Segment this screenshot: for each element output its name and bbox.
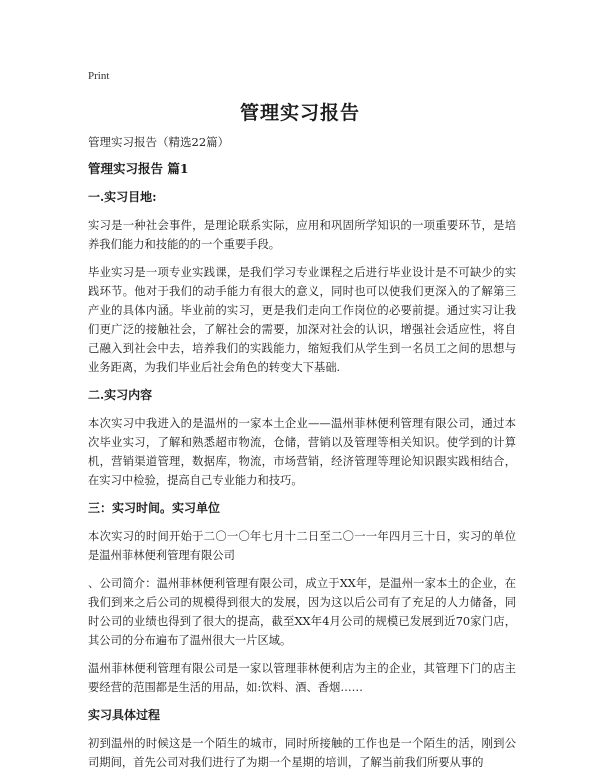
- article-title: 管理实习报告 篇1: [88, 161, 189, 176]
- document-body: [88, 160, 516, 781]
- document-subtitle: 管理实习报告（精选22篇）: [88, 135, 230, 149]
- paragraph: 温州菲林便利管理有限公司是一家以管理菲林便利店为主的企业，其管理下门的店主要经营的范围都是生活的用品，如:饮料、酒、香烟……: [88, 662, 516, 694]
- section-heading-purpose: 一.实习目地:: [88, 190, 157, 204]
- paragraph: 实习是一种社会事件，是理论联系实际，应用和巩固所学知识的一项重要环节，是培养我们能力和技能的的一个重要手段。: [88, 219, 516, 251]
- section-heading-process: 实习具体过程: [88, 708, 161, 722]
- paragraph: 本次实习的时间开始于二〇一〇年七月十二日至二〇一一年四月三十日，实习的单位是温州菲林便利管理有限公司: [88, 530, 516, 562]
- print-label[interactable]: Print: [88, 70, 110, 82]
- paragraph: 、公司简介：温州菲林便利管理有限公司，成立于XX年，是温州一家本土的企业，在我们到来之后公司的规模得到很大的发展，因为这以后公司有了充足的人力储备，同时公司的业绩也得到了很大的提高，截至XX年4月公司的规模已发展到近70家门店，其公司的分布遍布了温州很大一片区域。: [88, 577, 516, 647]
- section-heading-time-unit: 三：实习时间。实习单位: [88, 501, 221, 515]
- paragraph: 初到温州的时候这是一个陌生的城市，同时所接触的工作也是一个陌生的活，刚到公司期间，首先公司对我们进行了为期一个星期的培训，了解当前我们所要从事的: [88, 737, 516, 769]
- paragraph: 毕业实习是一项专业实践课，是我们学习专业课程之后进行毕业设计是不可缺少的实践环节。他对于我们的动手能力有很大的意义，同时也可以使我们更深入的了解第三产业的具体内涵。毕业前的实习，更是我们走向工作岗位的必要前提。通过实习让我们更广泛的接触社会，了解社会的需要，加深对社会的认识，增强社会适应性，将自己融入到社会中去，培养我们的实践能力，缩短我们从学生到一名员工之间的思想与业务距离，为我们毕业后社会角色的转变大下基础.: [88, 266, 516, 374]
- section-heading-content: 二.实习内容: [88, 388, 153, 402]
- paragraph: 本次实习中我进入的是温州的一家本土企业——温州菲林便利管理有限公司，通过本次毕业实习，了解和熟悉超市物流，仓储，营销以及管理等相关知识。使学到的计算机，营销渠道管理，数据库，物流，市场营销，经济管理等理论知识跟实践相结合，在实习中检验，提高自己专业能力和技巧。: [88, 417, 516, 487]
- document-title: 管理实习报告: [239, 102, 360, 124]
